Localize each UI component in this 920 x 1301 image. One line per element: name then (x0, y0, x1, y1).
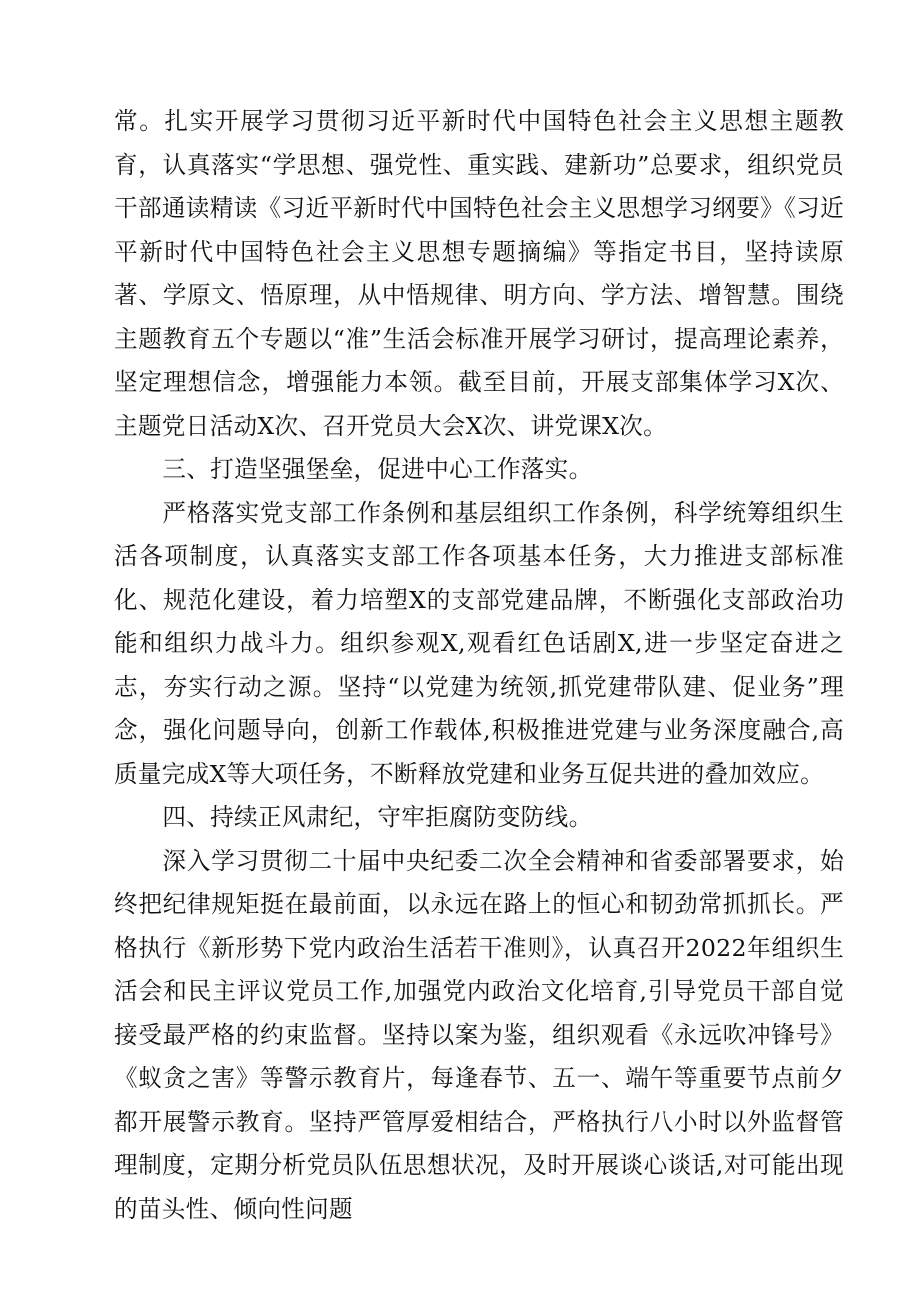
section-heading-three: 三、打造坚强堡垒，促进中心工作落实。 (162, 455, 593, 483)
paragraph-discipline: 深入学习贯彻二十届中央纪委二次全会精神和省委部署要求，始终把纪律规矩挺在最前面，以永远在路上的恒心和韧劲常抓抓长。严格执行《新形势下党内政治生活若干准则》，认真召开2022年组织生活会和民主评议党员工作,加强党内政治文化培育,引导党员干部自觉接受最严格的约束监督。坚持以案为鉴，组织观看《永远吹冲锋号》《蚁贪之害》等警示教育片，每逢春节、五一、端午等重要节点前夕都开展警示教育。坚持严管厚爱相结合，严格执行八小时以外监督管理制度，定期分析党员队伍思想状况，及时开展谈心谈话,对可能出现的苗头性、倾向性问题 (114, 846, 844, 1223)
section-heading-four: 四、持续正风肃纪，守牢拒腐防变防线。 (162, 803, 593, 831)
paragraph-theme-education: 常。扎实开展学习贯彻习近平新时代中国特色社会主义思想主题教育，认真落实“学思想、强党性、重实践、建新功”总要求，组织党员干部通读精读《习近平新时代中国特色社会主义思想学习纲要》《习近平新时代中国特色社会主义思想专题摘编》等指定书目，坚持读原著、学原文、悟原理，从中悟规律、明方向、学方法、增智慧。围绕主题教育五个专题以“准”生活会标准开展学习研讨，提高理论素养，坚定理想信念，增强能力本领。截至目前，开展支部集体学习X次、主题党日活动X次、召开党员大会X次、讲党课X次。 (114, 107, 844, 440)
document-body (114, 100, 844, 1231)
paragraph-strong-fortress: 严格落实党支部工作条例和基层组织工作条例，科学统筹组织生活各项制度，认真落实支部工作各项基本任务，大力推进支部标准化、规范化建设，着力培塑X的支部党建品牌，不断强化支部政治功能和组织力战斗力。组织参观X,观看红色话剧X,进一步坚定奋进之志，夯实行动之源。坚持“以党建为统领,抓党建带队建、促业务”理念，强化问题导向，创新工作载体,积极推进党建与业务深度融合,高质量完成X等大项任务，不断释放党建和业务互促共进的叠加效应。 (114, 498, 844, 788)
